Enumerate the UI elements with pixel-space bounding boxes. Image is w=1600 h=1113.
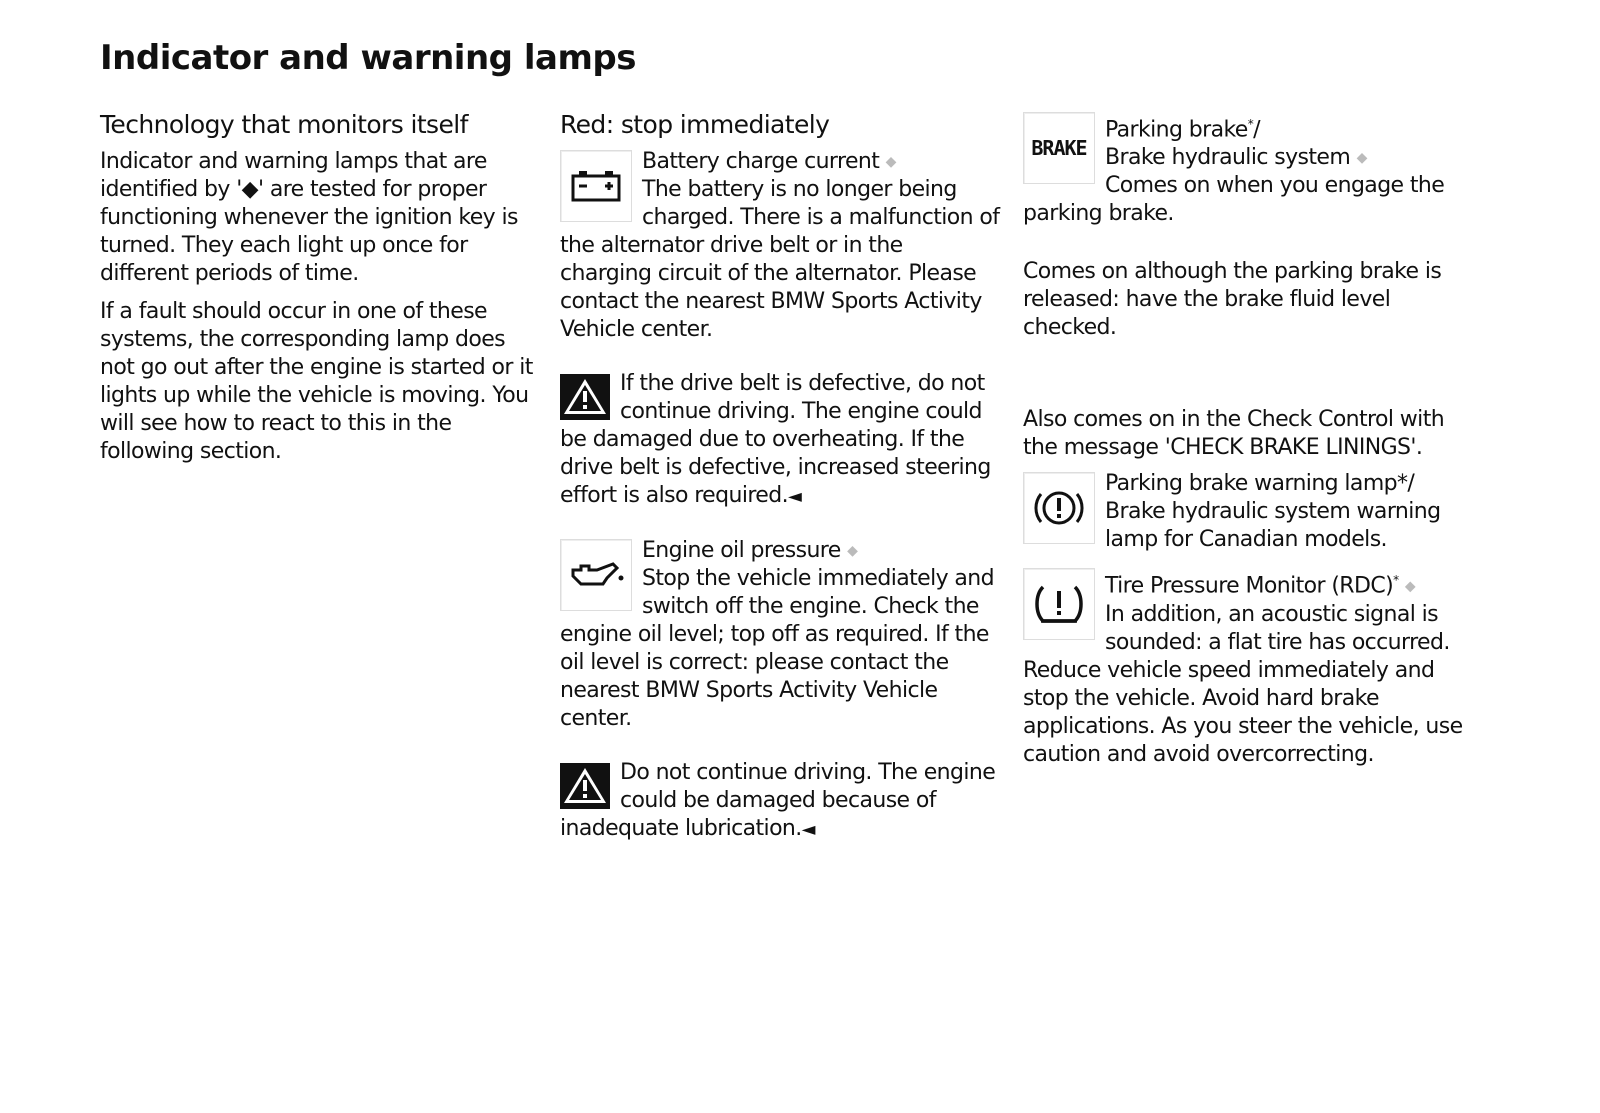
- warning-triangle-icon: [560, 763, 610, 809]
- battery-text: The battery is no longer being charged. There is a malfunction of the alternator drive belt or in the charging circuit of the alternator. Please contact the nearest BMW Sports Activity Vehicle center.: [560, 177, 1000, 342]
- belt-warning-text: If the drive belt is defective, do not continue driving. The engine could be damaged due to overheating. If the drive belt is defective, increased steering effort is also required.: [560, 371, 991, 508]
- column-red-stop: [560, 110, 1000, 870]
- entry-battery: [560, 148, 1000, 344]
- entry-belt-warning: [560, 370, 1000, 511]
- paragraph-tested-lamps: Indicator and warning lamps that are identified by '◆' are tested for proper functioning whenever the ignition key is turned. They each light up once for different periods of time.: [100, 149, 518, 286]
- slash-mark: /: [1253, 117, 1260, 143]
- column-brake: [1023, 110, 1473, 795]
- oil-text: Stop the vehicle immediately and switch off the engine. Check the engine oil level; top off as required. If the oil level is correct: please contact the nearest BMW Sports Activity Vehicle center.: [560, 566, 994, 731]
- entry-oil-warning: [560, 759, 1000, 844]
- entry-oil: [560, 537, 1000, 733]
- diamond-icon: ◆: [885, 154, 896, 170]
- diamond-icon: ◆: [1356, 150, 1367, 167]
- entry-brake-canada: [1023, 470, 1473, 554]
- rdc-text: In addition, an acoustic signal is sounded: a flat tire has occurred. Reduce vehicle speed immediately and stop the vehicle. Avoid hard brake applications. As you steer the vehicle, use caution and avoid overcorrecting.: [1023, 601, 1463, 767]
- brake-canada-text: Parking brake warning lamp*/ Brake hydraulic system warning lamp for Canadian models.: [1105, 471, 1441, 553]
- section-heading-technology: Technology that monitors itself: [100, 110, 468, 139]
- brake-released-text: Comes on although the parking brake is released: have the brake fluid level checked.: [1023, 259, 1442, 341]
- warning-triangle-icon: [560, 374, 610, 420]
- diamond-icon: ◆: [1404, 578, 1416, 595]
- brake-text: Comes on when you engage the parking brake.: [1023, 173, 1445, 227]
- oil-warning-text: Do not continue driving. The engine could be damaged because of inadequate lubrication.: [560, 760, 996, 841]
- brake-title-1: Parking brake: [1105, 117, 1248, 143]
- brake-warning-circle-icon: [1023, 472, 1095, 544]
- rdc-title: Tire Pressure Monitor (RDC): [1105, 573, 1394, 599]
- entry-brake: [1023, 110, 1473, 228]
- oil-can-icon: [560, 539, 632, 611]
- battery-title: Battery charge current: [642, 149, 880, 174]
- entry-rdc: [1023, 566, 1473, 768]
- section-heading-red: Red: stop immediately: [560, 110, 830, 139]
- brake-linings-text: Also comes on in the Check Control with the message 'CHECK BRAKE LININGS'.: [1023, 407, 1445, 461]
- column-technology: [100, 110, 540, 476]
- end-arrow-icon: ◄: [801, 819, 815, 840]
- brake-title-2: Brake hydraulic system: [1105, 145, 1351, 171]
- end-arrow-icon: ◄: [788, 486, 802, 507]
- page-title: Indicator and warning lamps: [100, 38, 636, 78]
- paragraph-fault: If a fault should occur in one of these systems, the corresponding lamp does not go out after the engine is started or it lights up while the vehicle is moving. You will see how to react to this in the following section.: [100, 299, 533, 464]
- battery-icon: [560, 150, 632, 222]
- brake-icon-label: BRAKE: [1031, 136, 1087, 160]
- tire-pressure-icon: [1023, 568, 1095, 640]
- oil-title: Engine oil pressure: [642, 538, 841, 563]
- asterisk-mark: *: [1393, 573, 1399, 588]
- diamond-icon: ◆: [847, 543, 858, 559]
- asterisk-mark: *: [1247, 117, 1254, 131]
- brake-icon: [1023, 112, 1095, 184]
